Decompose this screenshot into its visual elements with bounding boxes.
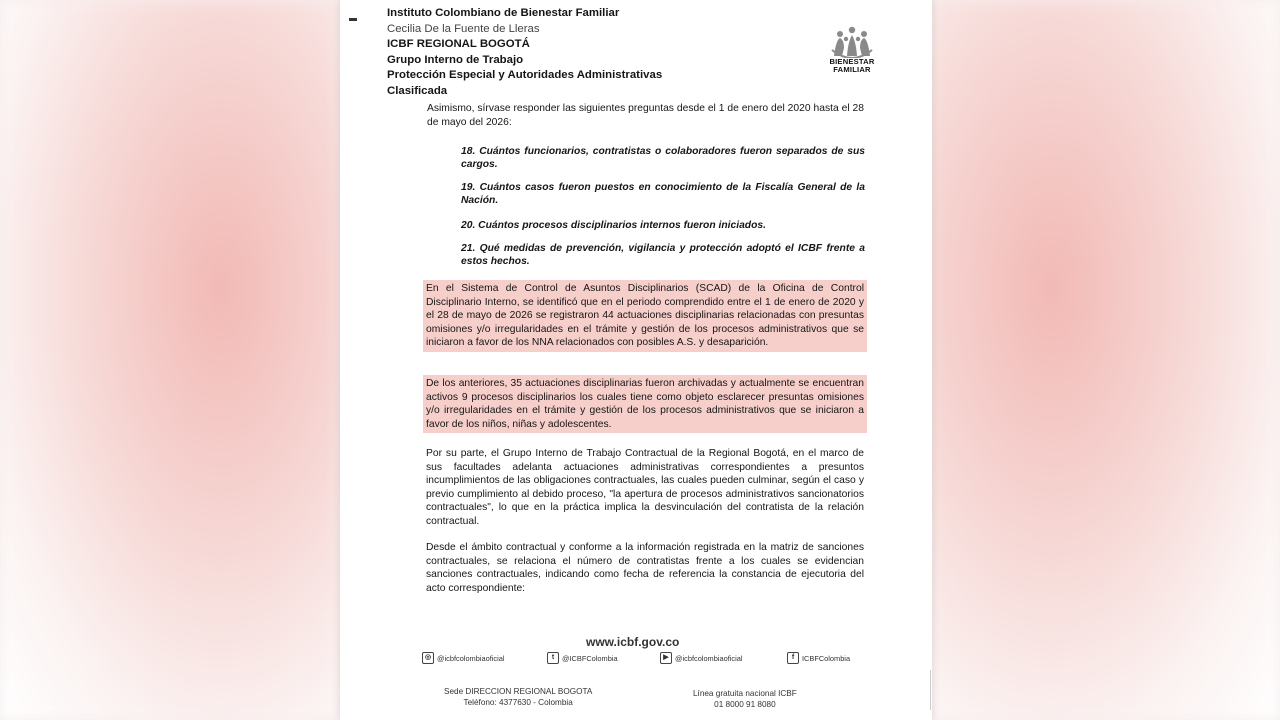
header-area: Protección Especial y Autoridades Administrativas (387, 69, 663, 82)
footer-social-instagram[interactable] (422, 652, 504, 664)
highlight-1-text: En el Sistema de Control de Asuntos Disciplinarios (SCAD) de la Oficina de Control Disciplinario Interno, se identificó que en el periodo comprendido entre el 1 de enero de 2020 y el 28 de mayo de 2026 se registraron 44 actuaciones disciplinarias relacionadas con presuntas omisiones y/o irregularidades en el trámite y gestión de los procesos administrativos que se iniciaron a favor de los NNA relacionados con posibles A.S. y desaparición. (426, 283, 864, 349)
footer-linea-line1: Línea gratuita nacional ICBF (693, 689, 797, 698)
footer-linea (693, 688, 797, 710)
blurred-backdrop-right (930, 0, 1280, 720)
footer-sede (444, 686, 592, 708)
facebook-icon: f (787, 652, 799, 664)
document-page (340, 0, 932, 720)
twitter-icon: t (547, 652, 559, 664)
question-20-text: 20. Cuántos procesos disciplinarios internos fueron iniciados. (461, 220, 766, 231)
question-20 (461, 219, 865, 232)
instagram-icon: ◎ (422, 652, 434, 664)
header-regional: ICBF REGIONAL BOGOTÁ (387, 38, 530, 51)
intro-paragraph (427, 102, 864, 129)
header-classification: Clasificada (387, 84, 448, 97)
header-institute: Instituto Colombiano de Bienestar Familiar (387, 7, 620, 19)
paragraph-sanctions (426, 541, 864, 595)
question-21-text: 21. Qué medidas de prevención, vigilancia y protección adoptó el ICBF frente a estos hechos. (461, 243, 865, 267)
question-19-text: 19. Cuántos casos fueron puestos en conocimiento de la Fiscalía General de la Nación. (461, 182, 865, 206)
paragraph-contractual-text: Por su parte, el Grupo Interno de Trabajo Contractual de la Regional Bogotá, en el marco de sus facultades adelanta actuaciones administrativas correspondientes a presuntos incumplimientos de las obligaciones contractuales, las cuales pueden culminar, según el caso y previo cumplimiento al debido proceso, "la apertura de procesos administrativos sancionatorios contractuales", lo que en la práctica implica la desvinculación del contratista de la relación contractual. (426, 448, 864, 527)
logo-text-familiar: FAMILIAR (833, 65, 871, 75)
question-19 (461, 181, 865, 207)
youtube-icon: ▶ (660, 652, 672, 664)
icbf-logo (828, 26, 876, 75)
footer-sede-line2: Teléfono: 4377630 - Colombia (463, 698, 573, 707)
question-18 (461, 145, 865, 171)
footer-linea-line2: 01 8000 91 8080 (714, 700, 776, 709)
footer-social-twitter[interactable] (547, 652, 618, 664)
footer-divider (930, 670, 931, 710)
header-group: Grupo Interno de Trabajo (387, 53, 524, 66)
paragraph-sanctions-text: Desde el ámbito contractual y conforme a la información registrada en la matriz de sanciones contractuales, se relaciona el número de contratistas frente a los cuales se evidencian sanciones contractuales, indicando como fecha de referencia la constancia de ejecutoria del acto correspondiente: (426, 542, 864, 594)
scan-mark (349, 18, 357, 21)
footer-sede-line1: Sede DIRECCION REGIONAL BOGOTA (444, 687, 593, 696)
footer-social-youtube[interactable] (660, 652, 742, 664)
intro-text: Asimismo, sírvase responder las siguientes preguntas desde el 1 de enero del 2020 hasta el 28 de mayo del 2026: (427, 103, 864, 128)
facebook-handle: ICBFColombia (802, 653, 851, 663)
instagram-handle: @icbfcolombiaoficial (437, 653, 505, 663)
youtube-handle: @icbfcolombiaoficial (675, 653, 743, 663)
header-subtitle: Cecilia De la Fuente de Lleras (387, 22, 540, 35)
question-21 (461, 242, 865, 268)
twitter-handle: @ICBFColombia (562, 653, 618, 663)
paragraph-contractual (426, 447, 864, 529)
footer-website[interactable]: www.icbf.gov.co (586, 635, 680, 649)
footer-social-facebook[interactable] (787, 652, 850, 664)
highlight-2-text: De los anteriores, 35 actuaciones disciplinarias fueron archivadas y actualmente se encuentran activos 9 procesos disciplinarios los cuales tiene como objeto esclarecer presuntas omisiones y/o irregularidades en el trámite y gestión de los procesos administrativos que se iniciaron a favor de los niños, niñas y adolescentes. (426, 378, 864, 430)
blurred-backdrop-left (0, 0, 340, 720)
question-18-text: 18. Cuántos funcionarios, contratistas o colaboradores fueron separados de sus cargos. (461, 146, 865, 170)
logo-text-bienestar: BIENESTAR (829, 57, 875, 66)
highlighted-paragraph-archived (423, 375, 867, 433)
family-silhouette-icon (830, 26, 874, 58)
document-header (387, 6, 662, 100)
highlighted-paragraph-scad (423, 280, 867, 352)
